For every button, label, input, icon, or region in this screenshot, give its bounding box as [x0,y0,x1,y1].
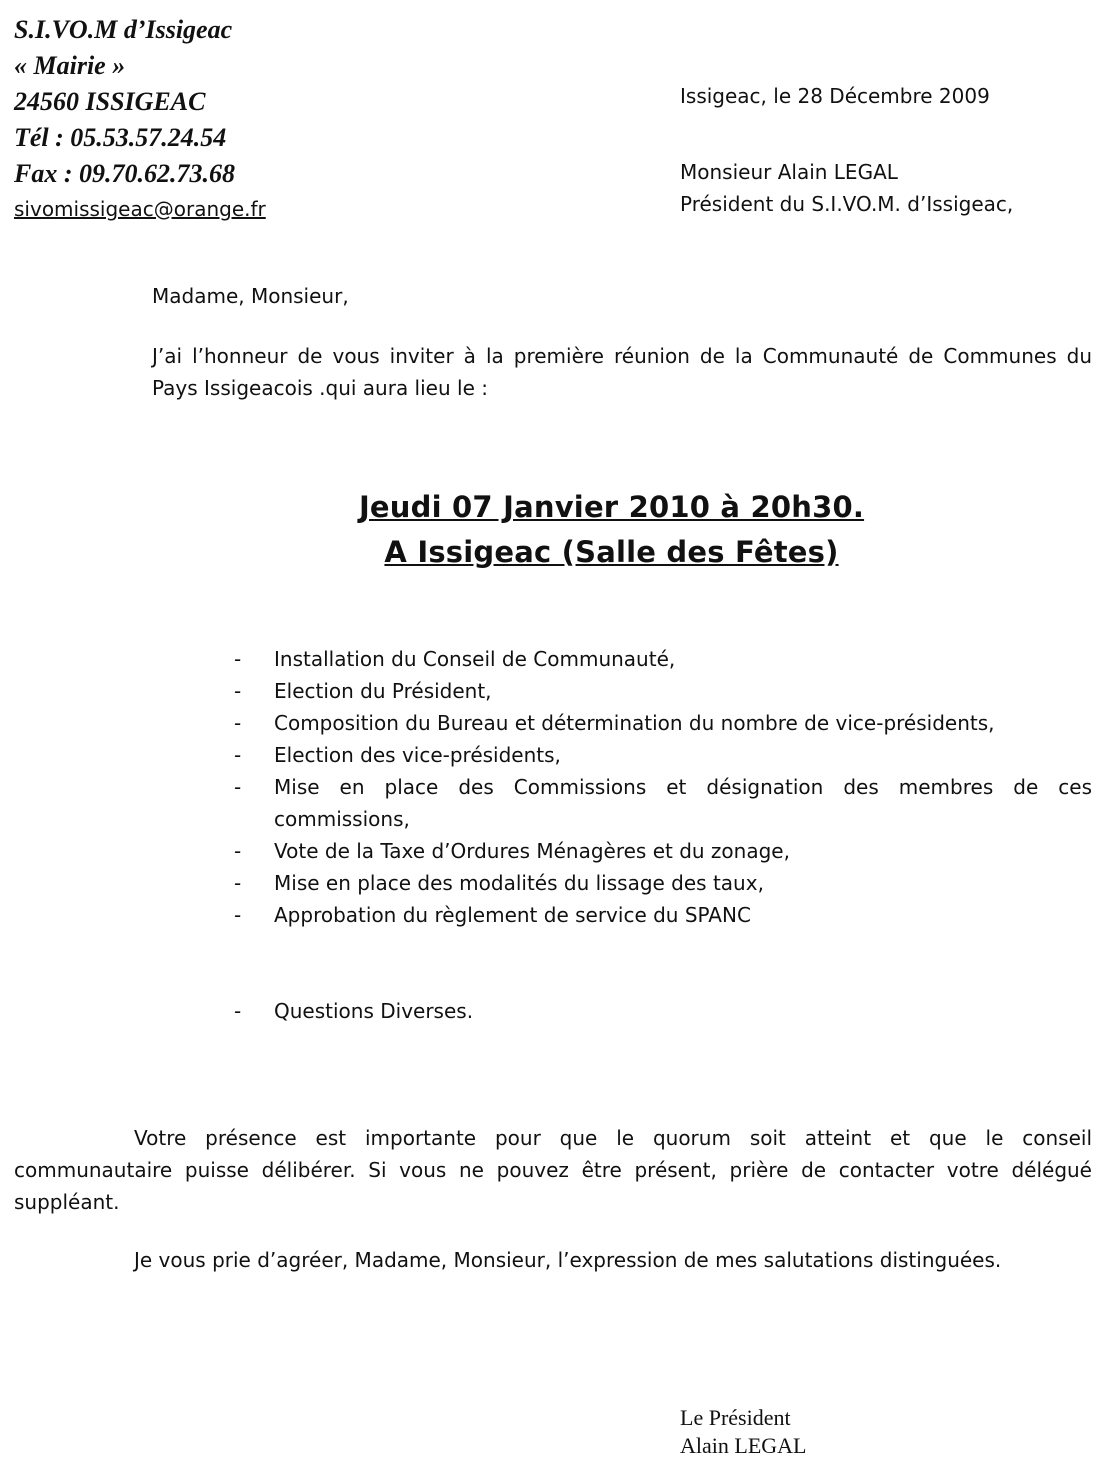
agenda-item-text: Election du Président, [274,679,492,703]
sender-email: sivomissigeac@orange.fr [14,197,266,221]
signature-role: Le Président [680,1405,791,1430]
closing-line: Je vous prie d’agréer, Madame, Monsieur, l’expression de mes salutations distinguées. [134,1248,1002,1272]
sender-address: 24560 ISSIGEAC [14,87,206,116]
agenda-item-text: Approbation du règlement de service du SPANC [274,903,751,927]
agenda-item [234,899,1092,931]
event-date: Jeudi 07 Janvier 2010 à 20h30. [358,490,865,524]
agenda-item-text: Vote de la Taxe d’Ordures Ménagères et du zonage, [274,839,790,863]
sender-phone: Tél : 05.53.57.24.54 [14,123,227,152]
sender-block [14,12,266,226]
sender-org: S.I.VO.M d’Issigeac [14,15,233,44]
event-location: A Issigeac (Salle des Fêtes) [384,535,839,569]
agenda-item-text: Questions Diverses. [274,999,474,1023]
bullet-dash: - [234,647,242,671]
bullet-dash: - [234,839,242,863]
agenda-item [234,643,1092,675]
recipient-block [680,156,1013,220]
agenda-item [234,675,1092,707]
agenda-item-text: Installation du Conseil de Communauté, [274,647,676,671]
agenda-item-text: Mise en place des modalités du lissage des taux, [274,871,764,895]
body-paragraph [14,1122,1092,1218]
intro-paragraph: J’ai l’honneur de vous inviter à la première réunion de la Communauté de Communes du Pays Issigeacois .qui aura lieu le : [152,344,1092,400]
date-line: Issigeac, le 28 Décembre 2009 [680,84,990,108]
recipient-name: Monsieur Alain LEGAL [680,160,898,184]
agenda-item [234,707,1092,739]
body-text: Votre présence est importante pour que le quorum soit atteint et que le conseil communautaire puisse délibérer. Si vous ne pouvez être présent, prière de contacter votre délégué suppléant. [14,1126,1092,1214]
signature-block [680,1404,806,1460]
bullet-dash: - [234,775,242,799]
sender-fax: Fax : 09.70.62.73.68 [14,159,235,188]
bullet-dash: - [234,871,242,895]
agenda-item-text: Composition du Bureau et détermination du nombre de vice-présidents, [274,711,995,735]
bullet-dash: - [234,999,242,1023]
bullet-dash: - [234,743,242,767]
agenda-item [234,867,1092,899]
bullet-dash: - [234,711,242,735]
agenda-item-text: Mise en place des Commissions et désignation des membres de ces commissions, [274,775,1092,831]
signature-name: Alain LEGAL [680,1433,807,1458]
agenda-item [234,771,1092,835]
agenda-item-text: Election des vice-présidents, [274,743,561,767]
agenda-item [234,835,1092,867]
recipient-title: Président du S.I.VO.M. d’Issigeac, [680,192,1014,216]
agenda-item [234,739,1092,771]
agenda-list [234,643,1092,1027]
bullet-dash: - [234,903,242,927]
agenda-item [234,995,1092,1027]
sender-mairie: « Mairie » [14,51,126,80]
bullet-dash: - [234,679,242,703]
salutation: Madame, Monsieur, [152,284,349,308]
